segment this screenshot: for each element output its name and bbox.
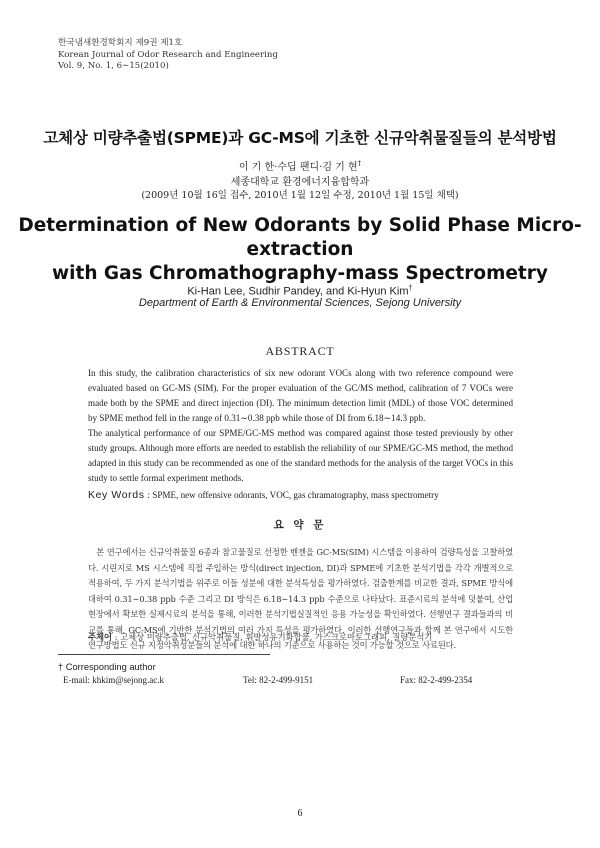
- keywords-kr-text: : 고체상 미량추출법, 신규악취물질, 휘발성유기화합물, 가스크로마토그래피, 질량분석기: [114, 632, 433, 642]
- affiliation-en: Department of Earth & Environmental Sciences, Sejong University: [138, 297, 462, 309]
- keywords-kr: [88, 631, 432, 643]
- corresponding-author-label: † Corresponding author: [58, 662, 156, 672]
- authors-en-names: Ki-Han Lee, Sudhir Pandey, and Ki-Hyun Kim: [187, 285, 409, 298]
- abstract-paragraph-2: The analytical performance of our SPME/GC-MS method was compared against those tested previously by other study groups. Although more efforts are needed to establish the reliability of our SPME/GC-MS method, the method adapted in this study can be recommended as one of the standard methods for the analysis of the target VOCs in this study to settle formal experiment methods.: [88, 428, 513, 483]
- contact-tel: Tel: 82-2-499-9151: [243, 675, 314, 685]
- keywords-kr-label: 주제어: [88, 632, 113, 642]
- authors-en: [0, 283, 600, 298]
- journal-volume: Vol. 9, No. 1, 6∼15(2010): [58, 61, 169, 71]
- contact-fax: Fax: 82-2-499-2354: [400, 675, 473, 685]
- journal-name-kr: 한국냄새환경학회지 제9권 제1호: [58, 38, 183, 48]
- title-en: [0, 214, 600, 286]
- authors-en-mark: †: [408, 283, 413, 292]
- footnote-divider: [58, 654, 270, 655]
- keywords-label: Key Words: [88, 489, 145, 501]
- contact-email: E-mail: khkim@sejong.ac.k: [63, 675, 165, 685]
- authors-kr-mark: †: [357, 159, 362, 168]
- summary-heading: 요 약 문: [273, 519, 327, 531]
- authors-kr: [0, 158, 600, 173]
- journal-name-en: Korean Journal of Odor Research and Engineering: [58, 49, 278, 60]
- journal-header: [58, 38, 278, 73]
- abstract-heading: ABSTRACT: [265, 344, 335, 358]
- affiliation-kr: 세종대학교 환경에너지융합학과: [230, 177, 370, 188]
- abstract-paragraph-1: In this study, the calibration characteristics of six new odorant VOCs along with two reference compound were evaluated based on GC-MS (SIM). For the proper evaluation of the GC/MS method, calibration of 7 VOCs were made both by the SPME and direct injection (DI). The minimum detection limit (MDL) of those VOC determined by SPME method fell in the range of 0.31∼0.38 ppb while those of DI from 6.18∼14.3 ppb.: [88, 368, 513, 423]
- summary-paragraph: 본 연구에서는 신규악취물질 6종과 참고물질로 선정한 벤젠을 GC-MS(SIM) 시스템을 이용하여 검량특성을 고찰하였다. 시린지로 MS 시스템에 직접 주입하는 방식(direct injection, DI)과 SPME에 기초한 분석기법을 각각 개별적으로 적용하여, 두 가지 분석기법을 위주로 이들 성분에 대한 분석특성을 평가하였다. 검출한계를 비교한 결과, SPME 방식에 대하여 0.31∼0.38 ppb 수준 그리고 DI 방식은 6.18∼14.3 ppb 수준으로 나타났다. 표준시료의 분석에 덧붙여, 산업현장에서 확보한 실제시료의 분석을 통해, 이러한 분석기법실질적인 응용 가능성을 확인하였다. 선행연구 결과들과의 비교를 통해, GC-MS에 기반한 분석기법의 여러 가지 특성을 평가하였다. 이러한 선행연구들과 함께 본 연구에서 시도한 연구방법도 신규 지정악취성분들의 분석에 대한 하나의 기준으로 사용하는 것이 가능할 것으로 사료된다.: [88, 547, 513, 650]
- page-number: 6: [297, 808, 303, 819]
- abstract-body: [88, 366, 513, 486]
- authors-kr-names: 이 기 한·수딥 팬디·김 기 현: [238, 162, 358, 173]
- title-kr: 고체상 미량추출법(SPME)과 GC-MS에 기초한 신규악취물질들의 분석방법: [43, 129, 557, 147]
- title-en-line1: Determination of New Odorants by Solid Phase Micro-extraction: [18, 215, 582, 260]
- dates-kr: (2009년 10월 16일 접수, 2010년 1월 12일 수정, 2010년 1월 15일 채택): [141, 190, 459, 201]
- keywords: [88, 489, 439, 501]
- title-en-line2: with Gas Chromathography-mass Spectrometry: [52, 263, 548, 284]
- keywords-text: : SPME, new offensive odorants, VOC, gas chramatography, mass spectrometry: [147, 490, 439, 500]
